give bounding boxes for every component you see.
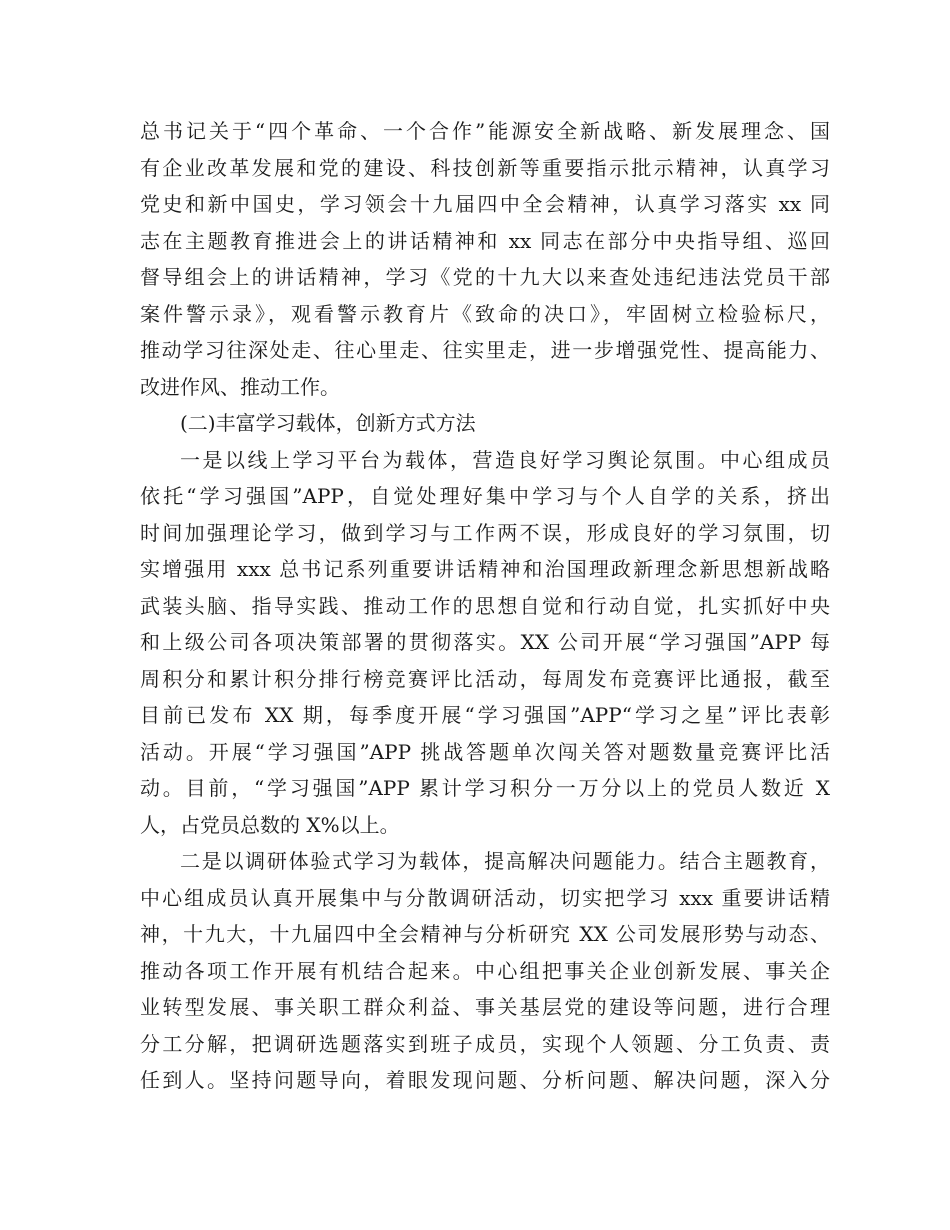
text-line: 活动。开展“学习强国”APP 挑战答题单次闯关答对题数量竞赛评比活 [140,739,830,764]
text-line: 改进作风、推动工作。 [140,374,340,399]
text-line: 动。目前，“学习强国”APP 累计学习积分一万分以上的党员人数近 X [140,776,830,800]
text-line: 周积分和累计积分排行榜竞赛评比活动，每周发布竞赛评比通报，截至 [140,666,830,691]
text-line: 中心组成员认真开展集中与分散调研活动，切实把学习 xxx 重要讲话精 [140,885,830,910]
text-line: 实增强用 xxx 总书记系列重要讲话精神和治国理政新理念新思想新战略 [140,557,830,581]
text-line: 神，十九大，十九届四中全会精神与分析研究 XX 公司发展形势与动态、 [140,922,830,946]
document-body [140,113,830,1099]
text-line: 目前已发布 XX 期，每季度开展“学习强国”APP“学习之星”评比表彰 [140,703,830,727]
text-line: 推动学习往深处走、往心里走、往实里走，进一步增强党性、提高能力、 [140,338,830,362]
text-line: 督导组会上的讲话精神，学习《党的十九大以来查处违纪违法党员干部 [140,265,830,289]
text-line: 依托“学习强国”APP，自觉处理好集中学习与个人自学的关系，挤出 [140,484,830,508]
text-line: 党史和新中国史，学习领会十九届四中全会精神，认真学习落实 xx 同 [140,192,830,216]
text-line: 志在主题教育推进会上的讲话精神和 xx 同志在部分中央指导组、巡回 [140,228,830,253]
section-heading: (二)丰富学习载体，创新方式方法 [180,411,476,435]
text-line: 时间加强理论学习，做到学习与工作两不误，形成良好的学习氛围，切 [140,520,830,545]
text-line: 总书记关于“四个革命、一个合作”能源安全新战略、新发展理念、国 [140,119,830,143]
text-line: 二是以调研体验式学习为载体，提高解决问题能力。结合主题教育， [180,849,830,873]
text-line: 任到人。坚持问题导向，着眼发现问题、分析问题、解决问题，深入分 [140,1068,830,1092]
text-line: 案件警示录》，观看警示教育片《致命的决口》，牢固树立检验标尺， [140,301,830,326]
text-line: 业转型发展、事关职工群众利益、事关基层党的建设等问题，进行合理 [140,995,830,1019]
text-line: 武装头脑、指导实践、推动工作的思想自觉和行动自觉，扎实抓好中央 [140,593,830,618]
text-line: 分工分解，把调研选题落实到班子成员，实现个人领题、分工负责、责 [140,1031,830,1056]
text-line: 一是以线上学习平台为载体，营造良好学习舆论氛围。中心组成员 [180,447,830,472]
text-line: 有企业改革发展和党的建设、科技创新等重要指示批示精神，认真学习 [140,155,830,180]
text-line: 推动各项工作开展有机结合起来。中心组把事关企业创新发展、事关企 [140,958,830,983]
text-line: 人，占党员总数的 X%以上。 [140,812,400,837]
text-line: 和上级公司各项决策部署的贯彻落实。XX 公司开展“学习强国”APP 每 [140,630,830,654]
